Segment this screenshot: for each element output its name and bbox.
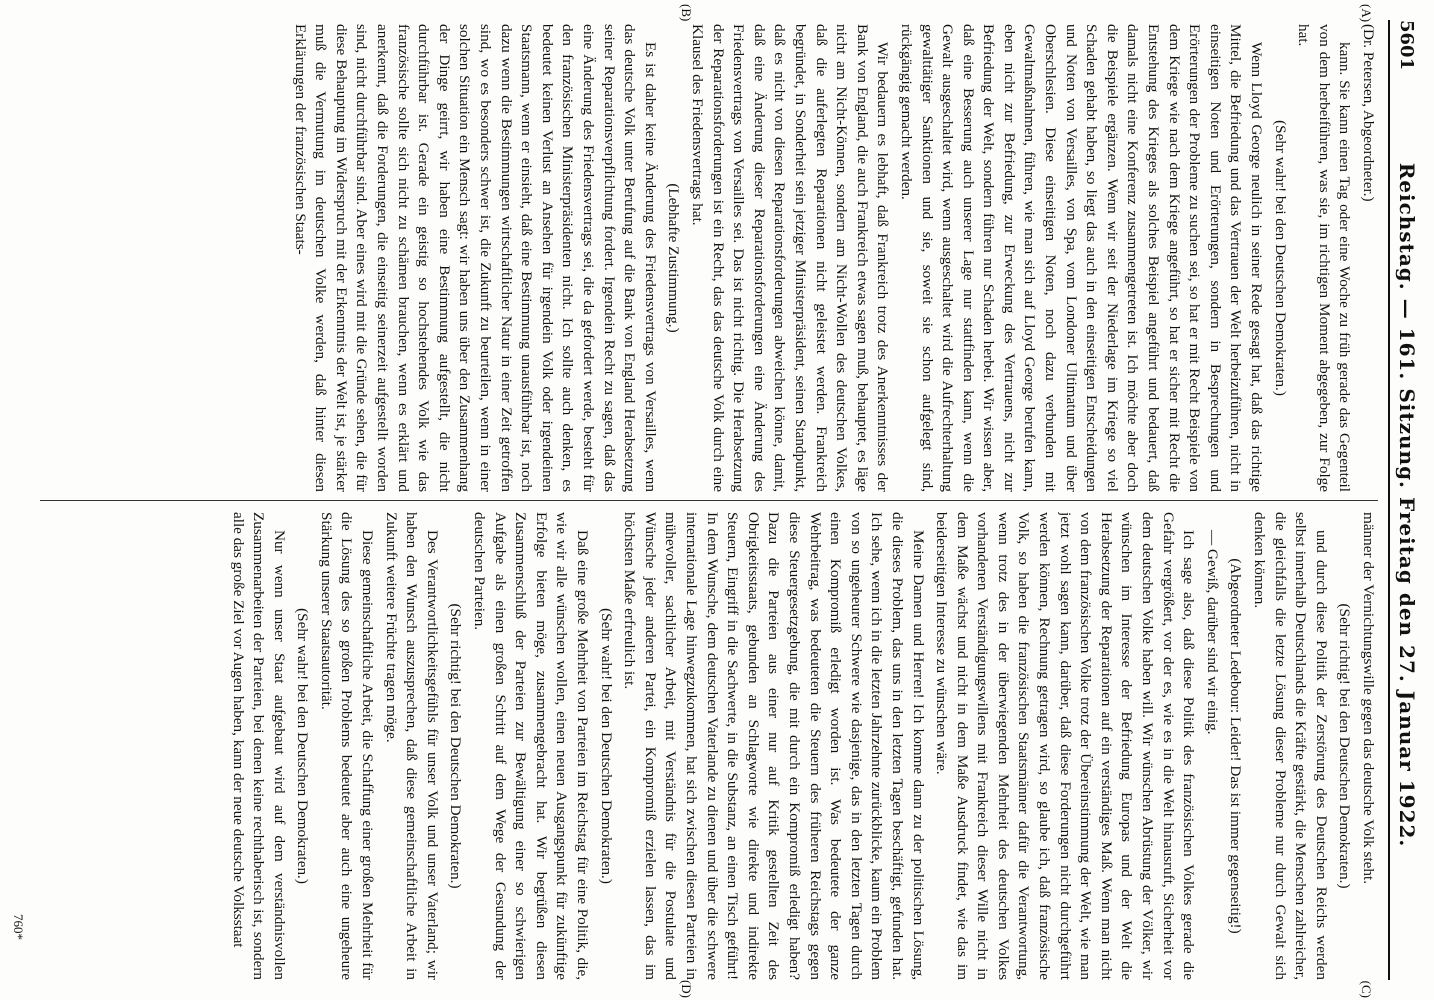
interjection: (Sehr wahr! bei den Deutschen Demokraten.) <box>1271 120 1289 396</box>
paragraph: Wir bedauern es lebhaft, daß Frankreich trotz des Anerkenntnisses der Bank von England, die auch Frankreich etwas sagen muß, behauptet, es läge nicht am Nicht-Können, sondern am Nicht-Wollen des deutschen Volkes, daß die auferlegten Reparationen nicht geleistet werden. Frankreich begründet, in Sonderheit sein jetziger Ministerpräsident, seinen Standpunkt, daß es nicht von diesen Reparationsforderungen abweichen könne, damit, daß eine Änderung dieser Reparationsforderungen eine Änderung des Friedensvertrags von Versailles sei. Das ist nicht richtig. Die Herabsetzung der Reparationsforderungen ist ein Recht, das das deutsche Volk durch eine Klausel des Friedensvertrags hat. <box>689 24 892 492</box>
interjection: (Lebhafte Zustimmung.) <box>665 183 683 333</box>
interjection: (Sehr wahr! bei den Deutschen Demokraten.) <box>294 608 312 884</box>
paragraph: Diese gemeinschaftliche Arbeit, die Schaffung einer großen Mehrheit für die Lösung des so großen Problems bedeutet aber auch eine ungeheure Stärkung unserer Staatsautorität. <box>317 512 377 980</box>
margin-mark-d: (D) <box>679 979 694 998</box>
interjection: (Sehr richtig! bei den Deutschen Demokraten.) <box>447 603 465 889</box>
margin-mark-c: (C) <box>1359 980 1374 998</box>
paragraph: männer der Vernichtungswille gegen das deutsche Volk steht. <box>1360 512 1377 885</box>
paragraph: Daß eine große Mehrheit von Parteien im Reichstag für eine Politik, die, wie wir alle wünschen wollen, einen neuen Ausgangspunkt für zukünftige Erfolge bieten möge, zusammengebracht hat. Wir begrüßen diesen Zusammenschluß der Parteien zur Bewältigung einer so schwierigen Aufgabe als einen großen Schritt auf dem Wege der Gesundung der deutschen Parteien. <box>471 512 592 980</box>
paragraph: und durch diese Politik der Zerstörung des Deutschen Reichs werden selbst innerhalb Deutschlands die Kräfte gestärkt, die Menschen zahlreicher, die gleichfalls die letzte Lösung dieser Probleme nur durch Gewalt sich denken können. <box>1251 512 1330 980</box>
page-header <box>1388 20 1424 980</box>
paragraph: Wenn Lloyd George neulich in seiner Rede gesagt hat, daß das richtige Mittel, die Befriedung und das Vertrauen der Welt herbeizuführen, nicht in einseitigen Noten und Erörterungen, sondern in Besprechungen und Erörterungen der Probleme zu suchen sei, so hat er mit Recht Beispiele von dem Kriege wie nach dem Kriege angeführt, so hat er sicher mit Recht die Entstehung des Krieges als solches Beispiel angeführt und bedauert, daß damals nicht eine Konferenz zusammengetreten ist. Ich möchte aber doch die Beispiele ergänzen. Wenn wir seit der Niederlage im Kriege so viel Schaden gehabt haben, so liegt das auch in den einseitigen Entscheidungen und Noten von Versailles, von Spa, vom Londoner Ultimatum und über Oberschlesien. Diese einseitigen Noten, noch dazu verbunden mit Gewaltmaßnahmen, führen, wie man sich auf Lloyd George berufen kann, eben nicht zur Befriedung, zur Erweckung des Vertrauens, nicht zur Befriedung der Welt, sondern führen nur Schaden herbei. Wir wissen aber, daß eine Besserung auch unserer Lage nur stattfinden kann, wenn die Gewalt ausgeschaltet wird, wenn ausgeschaltet wird die Aufrechterhaltung gewalttätiger Sanktionen und sie, soweit sie schon aufgelegt sind, rückgängig gemacht werden. <box>897 24 1266 492</box>
paragraph: kann. Sie kann einen Tag oder eine Woche zu früh gerade das Gegenteil von dem herbeiführen, was sie, im richtigen Moment abgegeben, zur Folge hat. <box>1295 24 1354 492</box>
paragraph: Ich sage also, daß diese Politik des französischen Volkes gerade die Gefahr vergrößert, vor der es, wie es in die Welt hinausruft, Sicherheit vor dem deutschen Volke haben will. Wir wünschen Abrüstung der Völker, wir wünschen im Interesse der Befriedung Europas und der Welt die Herabsetzung der Reparationen auf ein verständiges Maß. Wenn man nicht von dem französischen Volke trotz der Übereinstimmung der Welt, wie man jetzt wohl sagen kann, darüber, daß diese Forderungen nicht durchgeführt werden können, Rechnung getragen wird, so glaube ich, daß französische Volk, so haben die französischen Staatsmänner dafür die Verantwortung, wenn trotz des in der überwiegenden Mehrheit des deutschen Volkes vorhandenen Verständigungswillens mit Frankreich dieser Wille nicht in dem Maße wächst und nicht in dem Maße Ausdruck findet, wie das im beiderseitigen Interesse zu wünschen wäre. <box>933 512 1198 980</box>
paragraph: (Dr. Petersen, Abgeordneter.) <box>1360 24 1377 202</box>
interjection: (Sehr wahr! bei den Deutschen Demokraten.) <box>597 608 615 884</box>
margin-mark-b: (B) <box>679 4 694 22</box>
paragraph: Es ist daher keine Änderung des Friedensvertrags von Versailles, wenn das deutsche Volk unter Berufung auf die Bank von England Herabsetzung seiner Reparationsverpflichtung fordert. Irgendein Recht zu sagen, daß das eine Änderung des Friedensvertrags sei, die da gefordert werde, besteht für den französischen Ministerpräsidenten nicht. Ich sollte auch denken, es bedeutet keinen Verlust an Ansehen für irgendein Volk oder irgendeinen Staatsmann, wenn er einsieht, daß eine Bestimmung unausführbar ist, noch dazu wenn die Bestimmungen wirtschaftlicher Natur in einer Zeit getroffen sind, wo es besonders schwer ist, die Zukunft zu beurteilen, wenn in einer solchen Situation ein Mensch sagt: wir haben uns über den Zusammenhang der Dinge geirrt, wir haben eine Bestimmung aufgestellt, die nicht durchführbar ist. Gerade ein geistig so hochstehendes Volk wie das französische sollte sich nicht zu schämen brauchen, wenn es erklärt und anerkennt, daß die Forderungen, die einseitig seinerzeit aufgestellt worden sind, nicht durchführbar sind. Aber eines wird mit die Gründe sehen, die für diese Behauptung im Widerspruch mit der Erkenntnis der Welt ist, je stärker muß die Vermutung im deutschen Volke werden, daß hinter diesen Erklärungen der französischen Staats- <box>291 24 659 492</box>
column-divider <box>40 500 1378 501</box>
sheet-number: 760* <box>11 914 26 940</box>
interjection: (Abgeordneter Ledebour: Leider! Das ist immer gegenseitig!) <box>1227 558 1245 934</box>
margin-mark-a: (A) <box>1359 4 1374 23</box>
page-title: Reichstag. — 161. Sitzung. Freitag den 27. Januar 1922. <box>1395 162 1419 848</box>
paragraph: Nur wenn unser Staat aufgebaut wird auf dem verständnisvollen Zusammenarbeiten der Parteien, bei denen keine rechthaberisch ist, sondern alle das große Ziel vor Augen haben, kann der neue deutsche Volksstaat <box>229 512 288 980</box>
page-number: 5601 <box>1396 20 1418 71</box>
paragraph: — Gewiß, darüber sind wir einig. <box>1203 530 1221 735</box>
paragraph: Des Verantwortlichkeitsgefühls für unser Volk und unser Vaterland; wir haben den Wunsch auszusprechen, daß diese gemeinschaftliche Arbeit in Zukunft weitere Früchte tragen möge. <box>382 512 441 980</box>
right-column <box>40 512 1378 980</box>
interjection: (Sehr richtig! bei den Deutschen Demokraten.) <box>1336 603 1354 889</box>
left-column <box>40 24 1378 492</box>
paragraph: Meine Damen und Herren! Ich komme dann zu der politischen Lösung, die dieses Problem, das uns in den letzten Tagen beschäftigt, gefunden hat. Ich sehe, wenn ich in die letzten Jahrzehnte zurückblicke, kaum ein Problem von so ungeheurer Schwere wie dasjenige, das in den letzten Tagen durch einen Kompromiß erledigt worden ist. Was bedeutete der ganze Wehrbeitrag, was bedeuteten die Steuern des früheren Reichstags gegen diese Steuergesetzgebung, die mit durch ein Kompromiß erledigt haben? Dazu die Parteien aus einer nur auf Kritik gestellten Zeit des Obrigkeitsstaats, gebunden an Schlagworte wie direkte und indirekte Steuern, Eingriff in die Sachwerte, in die Substanz, an einen Tisch geführt! In dem Wunsche, dem deutschen Vaterlande zu dienen und über die schwere internationale Lage hinwegzukommen, hat sich zwischen diesen Parteien in mühevoller, sachlicher Arbeit, mit Verständnis für die Postulate und Wünsche jeder anderen Partei, ein Kompromiß erzielen lassen, das im höchsten Maße erfreulich ist. <box>621 512 927 980</box>
